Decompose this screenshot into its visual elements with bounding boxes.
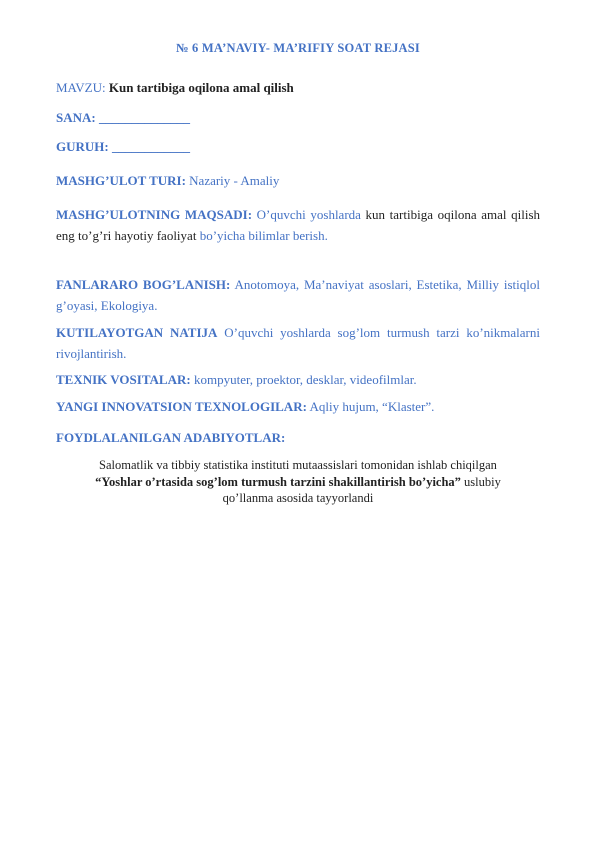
fanlararo-label: FANLARARO BOG’LANISH: bbox=[56, 277, 231, 292]
maqsad-part2: kun tartibiga oqilona amal qilish eng to’g’ri hayotiy faoliyat bbox=[56, 207, 541, 243]
footer-line2 bbox=[56, 474, 540, 491]
adabiyot-label: FOYDLALANILGAN ADABIYOTLAR: bbox=[56, 430, 286, 445]
mavzu-value: Kun tartibiga oqilona amal qilish bbox=[108, 80, 294, 95]
texnik-row bbox=[56, 369, 540, 391]
innovatsion-row bbox=[56, 396, 540, 418]
sana-row bbox=[56, 107, 540, 129]
guruh-label: GURUH: bbox=[56, 139, 109, 154]
guruh-blank: ____________ bbox=[111, 139, 190, 154]
footer-line3: qo’llanma asosida tayyorlandi bbox=[222, 491, 374, 505]
footer-bold-title: “Yoshlar o’rtasida sog’lom turmush tarzini shakillantirish bo’yicha” bbox=[95, 474, 461, 489]
maqsad-part3: bo’yicha bilimlar berish. bbox=[199, 228, 328, 243]
guruh-row bbox=[56, 136, 540, 158]
texnik-value: kompyuter, proektor, desklar, videofilmlar. bbox=[193, 372, 417, 387]
maqsad-part1: O’quvchi yoshlarda bbox=[256, 207, 361, 222]
footer-after-title: uslubiy bbox=[464, 474, 501, 489]
natija-value: O’quvchi yoshlarda sog’lom turmush tarzi ko’nikmalarni rivojlantirish. bbox=[56, 325, 540, 361]
turi-value: Nazariy - Amaliy bbox=[189, 173, 280, 188]
turi-row bbox=[56, 170, 540, 192]
maqsad-paragraph bbox=[56, 204, 540, 246]
natija-paragraph bbox=[56, 322, 540, 364]
sana-blank: ______________ bbox=[98, 110, 190, 125]
sana-label: SANA: bbox=[56, 110, 96, 125]
maqsad-label: MASHG’ULOTNING MAQSADI: bbox=[56, 207, 253, 222]
page-title: № 6 MA’NAVIY- MA’RIFIY SOAT REJASI bbox=[175, 41, 421, 55]
turi-label: MASHG’ULOT TURI: bbox=[56, 173, 186, 188]
innovatsion-label: YANGI INNOVATSION TEXNOLOGILAR: bbox=[56, 399, 307, 414]
mavzu-row bbox=[56, 77, 540, 99]
fanlararo-paragraph bbox=[56, 274, 540, 316]
innovatsion-value: Aqliy hujum, “Klaster”. bbox=[309, 399, 435, 414]
natija-label: KUTILAYOTGAN NATIJA bbox=[56, 325, 218, 340]
footer-line1: Salomatlik va tibbiy statistika instituti mutaassislari tomonidan ishlab chiqilgan bbox=[99, 458, 497, 472]
fanlararo-value: Anotomoya, Ma’naviyat asoslari, Estetika, Milliy istiqlol g’oyasi, Ekologiya. bbox=[56, 277, 540, 313]
footer-note bbox=[56, 457, 540, 507]
texnik-label: TEXNIK VOSITALAR: bbox=[56, 372, 191, 387]
mavzu-label: MAVZU: bbox=[56, 80, 106, 95]
adabiyot-row bbox=[56, 427, 540, 449]
